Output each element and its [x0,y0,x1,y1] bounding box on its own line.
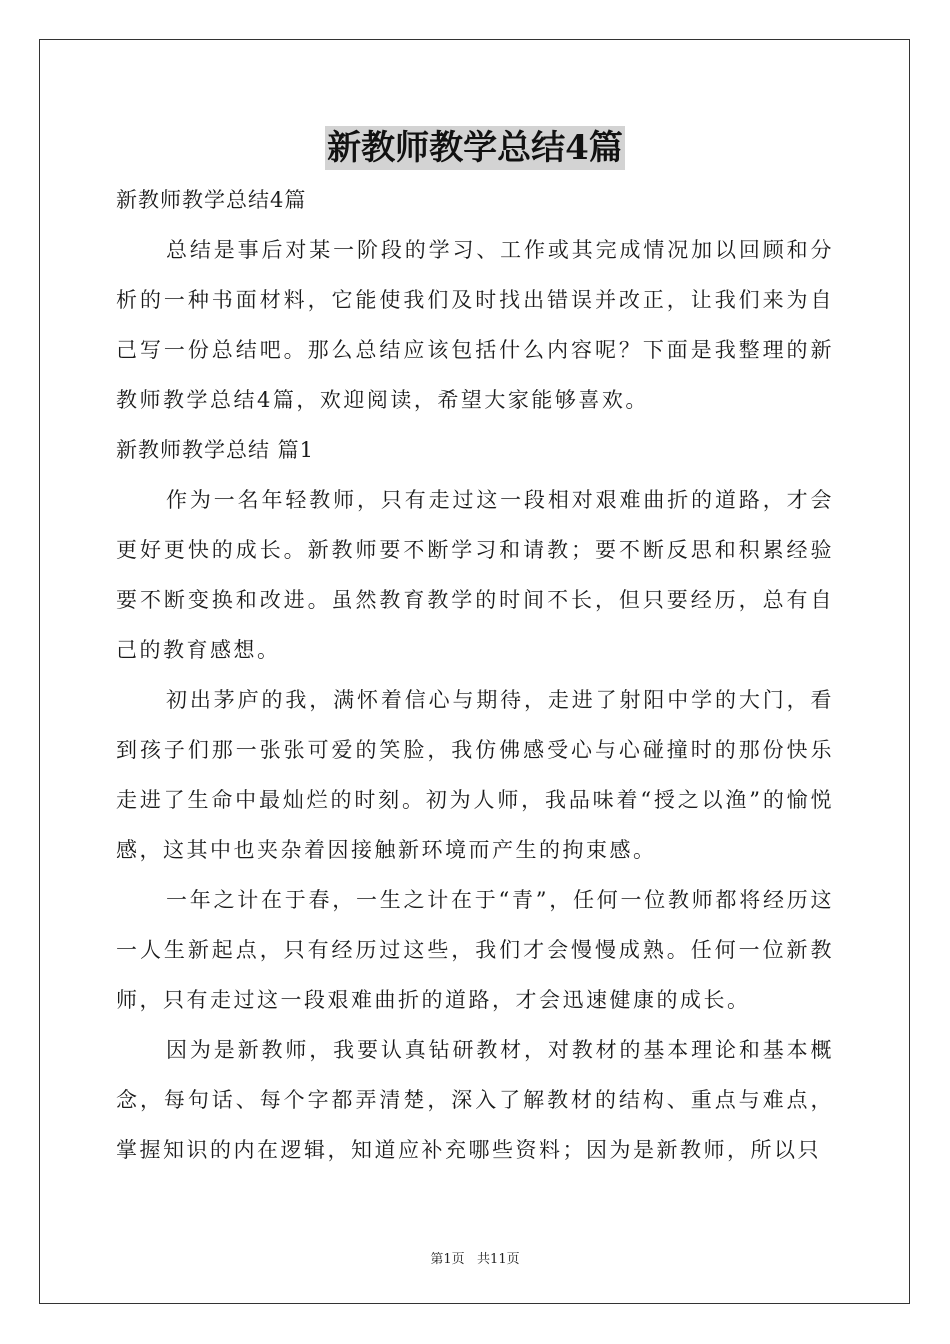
document-body [116,175,834,1175]
intro-paragraph: 总结是事后对某一阶段的学习、工作或其完成情况加以回顾和分析的一种书面材料，它能使我们及时找出错误并改正，让我们来为自己写一份总结吧。那么总结应该包括什么内容呢？下面是我整理的新教师教学总结4篇，欢迎阅读，希望大家能够喜欢。 [116,238,834,412]
document-title: 新教师教学总结4篇 [327,128,623,168]
page-footer: 第1页 共11页 [430,1252,520,1267]
body-paragraph: 因为是新教师，我要认真钻研教材，对教材的基本理论和基本概念，每句话、每个字都弄清楚，深入了解教材的结构、重点与难点，掌握知识的内在逻辑，知道应补充哪些资料；因为是新教师，所以只 [116,1038,834,1162]
body-paragraph: 初出茅庐的我，满怀着信心与期待，走进了射阳中学的大门，看到孩子们那一张张可爱的笑脸，我仿佛感受心与心碰撞时的那份快乐走进了生命中最灿烂的时刻。初为人师，我品味着“授之以渔”的愉悦感，这其中也夹杂着因接触新环境而产生的拘束感。 [116,688,834,862]
body-paragraph: 作为一名年轻教师，只有走过这一段相对艰难曲折的道路，才会更好更快的成长。新教师要不断学习和请教；要不断反思和积累经验要不断变换和改进。虽然教育教学的时间不长，但只要经历，总有自己的教育感想。 [116,488,834,662]
body-paragraph: 一年之计在于春，一生之计在于“青”，任何一位教师都将经历这一人生新起点，只有经历过这些，我们才会慢慢成熟。任何一位新教师，只有走过这一段艰难曲折的道路，才会迅速健康的成长。 [116,888,834,1012]
title-wrap [0,126,950,170]
document-subtitle: 新教师教学总结4篇 [116,188,307,212]
section-heading: 新教师教学总结 篇1 [116,438,315,462]
